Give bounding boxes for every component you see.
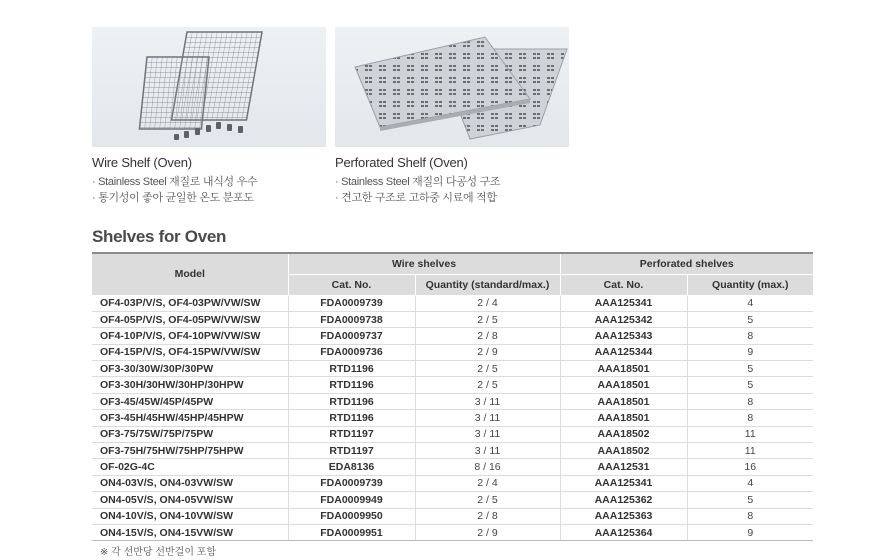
wire-cat-cell: RTD1196 — [288, 393, 415, 409]
table-row — [92, 443, 813, 459]
wire-cat-cell: RTD1197 — [288, 426, 415, 442]
model-cell: OF3-30H/30HW/30HP/30HPW — [92, 377, 288, 393]
perf-qty-cell: 8 — [687, 410, 813, 426]
wire-qty-cell: 3 / 11 — [415, 410, 560, 426]
perf-qty-cell: 9 — [687, 344, 813, 360]
wire-cat-cell: FDA0009949 — [288, 492, 415, 508]
table-row — [92, 410, 813, 426]
table-header-row — [92, 253, 813, 274]
table-row — [92, 508, 813, 524]
model-cell: OF3-75/75W/75P/75PW — [92, 426, 288, 442]
table-row — [92, 377, 813, 393]
wire-qty-cell: 8 / 16 — [415, 459, 560, 475]
wire-cat-cell: FDA0009738 — [288, 311, 415, 327]
perf-cat-cell: AAA18502 — [560, 443, 687, 459]
model-cell: ON4-05V/S, ON4-05VW/SW — [92, 492, 288, 508]
perf-qty-cell: 8 — [687, 393, 813, 409]
wire-qty-cell: 2 / 5 — [415, 361, 560, 377]
table-row — [92, 311, 813, 327]
table-row — [92, 328, 813, 344]
perf-qty-cell: 4 — [687, 295, 813, 311]
perf-cat-cell: AAA125364 — [560, 524, 687, 540]
perf-cat-cell: AAA125341 — [560, 295, 687, 311]
model-cell: OF3-30/30W/30P/30PW — [92, 361, 288, 377]
wire-cat-cell: FDA0009736 — [288, 344, 415, 360]
wire-shelf-image — [92, 27, 326, 147]
wire-cat-cell: FDA0009739 — [288, 295, 415, 311]
perf-qty-cell: 4 — [687, 475, 813, 491]
model-header: Model — [92, 253, 288, 295]
wire-cat-cell: RTD1196 — [288, 410, 415, 426]
wire-qty-cell: 2 / 9 — [415, 524, 560, 540]
wire-shelves-header: Wire shelves — [288, 253, 560, 274]
wire-shelf-title: Wire Shelf (Oven) — [92, 155, 192, 170]
wire-qty-cell: 3 / 11 — [415, 393, 560, 409]
wire-cat-cell: RTD1196 — [288, 377, 415, 393]
wire-cat-cell: FDA0009737 — [288, 328, 415, 344]
model-cell: OF4-03P/V/S, OF4-03PW/VW/SW — [92, 295, 288, 311]
perforated-shelf-image — [335, 27, 569, 147]
perf-qty-cell: 5 — [687, 377, 813, 393]
wire-cat-cell: FDA0009950 — [288, 508, 415, 524]
wire-qty-header: Quantity (standard/max.) — [415, 274, 560, 295]
model-cell: OF3-45/45W/45P/45PW — [92, 393, 288, 409]
perf-cat-cell: AAA125363 — [560, 508, 687, 524]
perf-cat-cell: AAA12531 — [560, 459, 687, 475]
perf-qty-cell: 11 — [687, 443, 813, 459]
wire-qty-cell: 3 / 11 — [415, 443, 560, 459]
wire-cat-cell: EDA8136 — [288, 459, 415, 475]
table-row — [92, 295, 813, 311]
perf-cat-cell: AAA125341 — [560, 475, 687, 491]
perforated-shelf-features — [335, 174, 569, 206]
wire-qty-cell: 2 / 9 — [415, 344, 560, 360]
perf-cat-cell: AAA125343 — [560, 328, 687, 344]
perf-cat-header: Cat. No. — [560, 274, 687, 295]
table-body — [92, 295, 813, 541]
model-cell: OF4-05P/V/S, OF4-05PW/VW/SW — [92, 311, 288, 327]
wire-qty-cell: 2 / 5 — [415, 377, 560, 393]
feature-item: · Stainless Steel 재질로 내식성 우수 — [92, 176, 258, 188]
table-row — [92, 492, 813, 508]
perf-qty-cell: 5 — [687, 492, 813, 508]
model-cell: ON4-03V/S, ON4-03VW/SW — [92, 475, 288, 491]
table-row — [92, 344, 813, 360]
table-row — [92, 475, 813, 491]
perf-qty-cell: 5 — [687, 311, 813, 327]
perf-cat-cell: AAA125342 — [560, 311, 687, 327]
perf-cat-cell: AAA18501 — [560, 393, 687, 409]
feature-item: · 통기성이 좋아 균일한 온도 분포도 — [92, 192, 254, 204]
wire-qty-cell: 3 / 11 — [415, 426, 560, 442]
wire-cat-cell: FDA0009951 — [288, 524, 415, 540]
wire-cat-cell: FDA0009739 — [288, 475, 415, 491]
perf-cat-cell: AAA125344 — [560, 344, 687, 360]
perf-cat-cell: AAA18501 — [560, 410, 687, 426]
model-cell: OF3-45H/45HW/45HP/45HPW — [92, 410, 288, 426]
model-cell: ON4-15V/S, ON4-15VW/SW — [92, 524, 288, 540]
table-row — [92, 459, 813, 475]
model-cell: OF4-15P/V/S, OF4-15PW/VW/SW — [92, 344, 288, 360]
footnote: ※ 각 선반당 선반걸이 포함 — [100, 547, 217, 558]
perforated-shelf-product — [335, 27, 569, 206]
wire-shelf-product — [92, 27, 326, 206]
model-cell: ON4-10V/S, ON4-10VW/SW — [92, 508, 288, 524]
wire-shelf-features — [92, 174, 326, 206]
perf-qty-header: Quantity (max.) — [687, 274, 813, 295]
perf-cat-cell: AAA18501 — [560, 377, 687, 393]
wire-cat-cell: RTD1197 — [288, 443, 415, 459]
feature-item: · 견고한 구조로 고하중 시료에 적합 — [335, 192, 497, 204]
perf-qty-cell: 16 — [687, 459, 813, 475]
wire-qty-cell: 2 / 4 — [415, 295, 560, 311]
table-row — [92, 426, 813, 442]
table-row — [92, 524, 813, 540]
perf-qty-cell: 11 — [687, 426, 813, 442]
perf-cat-cell: AAA18502 — [560, 426, 687, 442]
model-cell: OF3-75H/75HW/75HP/75HPW — [92, 443, 288, 459]
wire-qty-cell: 2 / 8 — [415, 508, 560, 524]
model-cell: OF-02G-4C — [92, 459, 288, 475]
wire-qty-cell: 2 / 5 — [415, 492, 560, 508]
perf-qty-cell: 9 — [687, 524, 813, 540]
wire-cat-header: Cat. No. — [288, 274, 415, 295]
table-row — [92, 393, 813, 409]
wire-qty-cell: 2 / 4 — [415, 475, 560, 491]
wire-qty-cell: 2 / 5 — [415, 311, 560, 327]
perforated-shelf-title: Perforated Shelf (Oven) — [335, 155, 468, 170]
shelves-table — [92, 252, 813, 541]
perf-qty-cell: 8 — [687, 508, 813, 524]
perf-qty-cell: 5 — [687, 361, 813, 377]
feature-item: · Stainless Steel 재질의 다공성 구조 — [335, 176, 501, 188]
perforated-shelves-header: Perforated shelves — [560, 253, 813, 274]
wire-qty-cell: 2 / 8 — [415, 328, 560, 344]
table-row — [92, 361, 813, 377]
wire-cat-cell: RTD1196 — [288, 361, 415, 377]
model-cell: OF4-10P/V/S, OF4-10PW/VW/SW — [92, 328, 288, 344]
perf-cat-cell: AAA18501 — [560, 361, 687, 377]
perf-cat-cell: AAA125362 — [560, 492, 687, 508]
section-title: Shelves for Oven — [92, 227, 227, 246]
perf-qty-cell: 8 — [687, 328, 813, 344]
